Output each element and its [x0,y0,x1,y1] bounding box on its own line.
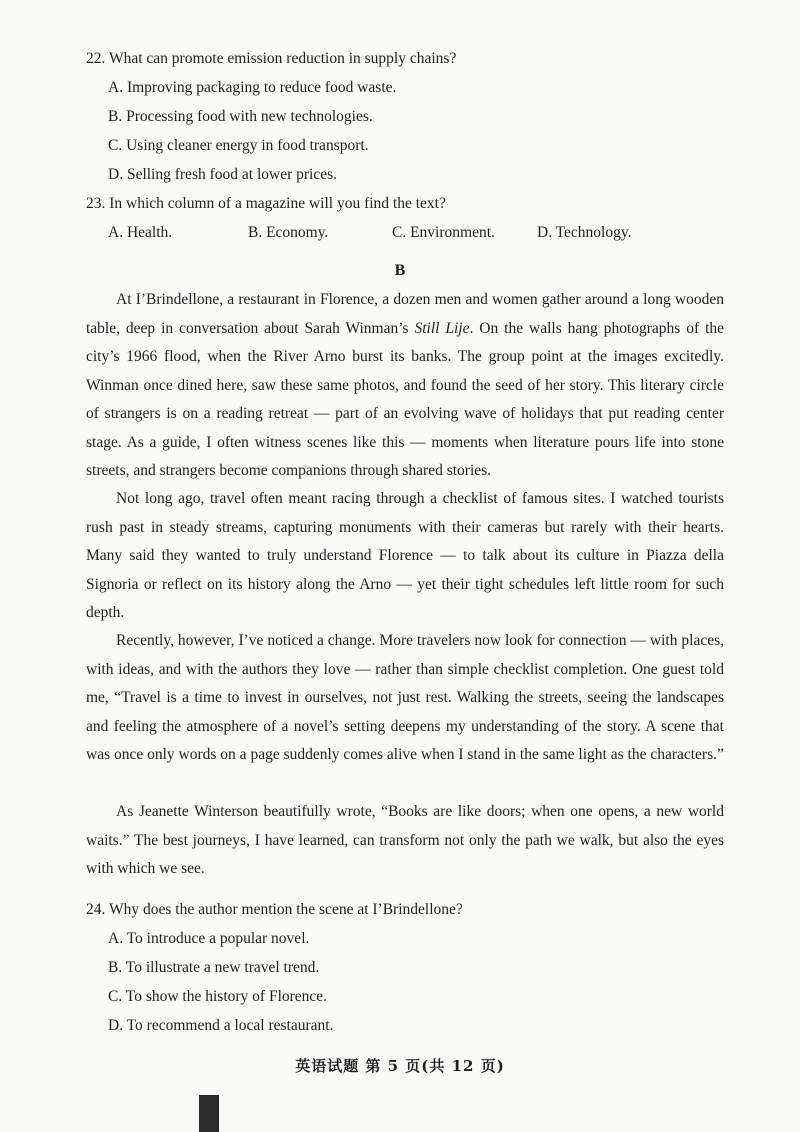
scan-artifact [199,1095,219,1132]
passage-paragraph-1 [86,286,724,486]
q24-stem: 24. Why does the author mention the scene at I’Brindellone? [86,901,463,918]
passage-paragraph-3: Recently, however, I’ve noticed a change. More travelers now look for connection — with places, with ideas, and with the authors they love — rather than simple checklist completion. One guest told me, “Travel is a time to invest in ourselves, not just rest. Walking the streets, seeing the landscapes and feeling the atmosphere of a novel’s setting deepens my understanding of the story. A scene that was once only words on a page suddenly comes alive when I stand in the same light as the characters.” [86,632,724,763]
q22-option-b: B. Processing food with new technologies. [108,108,373,125]
q24-option-a: A. To introduce a popular novel. [108,930,310,947]
q23-option-b: B. Economy. [248,224,329,241]
p1-text-a: At I’Brindellone, a restaurant in Florence, a dozen men and women gather around a long wooden table, deep in conversation about Sarah Winman’s [86,291,724,337]
q22-stem: 22. What can promote emission reduction in supply chains? [86,50,457,67]
q23-option-c: C. Environment. [392,224,495,241]
q22-option-c: C. Using cleaner energy in food transport. [108,137,369,154]
q24-option-b: B. To illustrate a new travel trend. [108,959,320,976]
q22-option-a: A. Improving packaging to reduce food waste. [108,79,397,96]
q23-option-a: A. Health. [108,224,173,241]
passage-paragraph-2: Not long ago, travel often meant racing through a checklist of famous sites. I watched tourists rush past in steady streams, capturing monuments with their cameras but rarely with their hearts. Many said they wanted to truly understand Florence — to talk about its culture in Piazza della Signoria or reflect on its history along the Arno — yet their tight schedules left little room for such depth. [86,490,724,621]
passage-paragraph-4: As Jeanette Winterson beautifully wrote, “Books are like doors; when one opens, a new world waits.” The best journeys, I have learned, can transform not only the path we walk, but also the eyes with which we see. [86,803,724,877]
novel-title: Still Lije [414,319,470,337]
q23-stem: 23. In which column of a magazine will you find the text? [86,195,446,212]
q24-option-d: D. To recommend a local restaurant. [108,1017,334,1034]
q23-option-d: D. Technology. [537,224,632,241]
page-footer: 英语试题 第 5 页(共 12 页) [295,1057,505,1075]
section-heading: B [394,262,406,279]
p1-text-b: . On the walls hang photographs of the city’s 1966 flood, when the River Arno burst its banks. The group point at the images excitedly. Winman once dined here, saw these same photos, and found the seed of her story. This literary circle of strangers is on a reading retreat — part of an evolving wave of holidays that put reading center stage. As a guide, I often witness scenes like this — moments when literature pours life into stone streets, and strangers become companions through shared stories. [86,319,725,479]
q24-option-c: C. To show the history of Florence. [108,988,328,1005]
q22-option-d: D. Selling fresh food at lower prices. [108,166,337,183]
